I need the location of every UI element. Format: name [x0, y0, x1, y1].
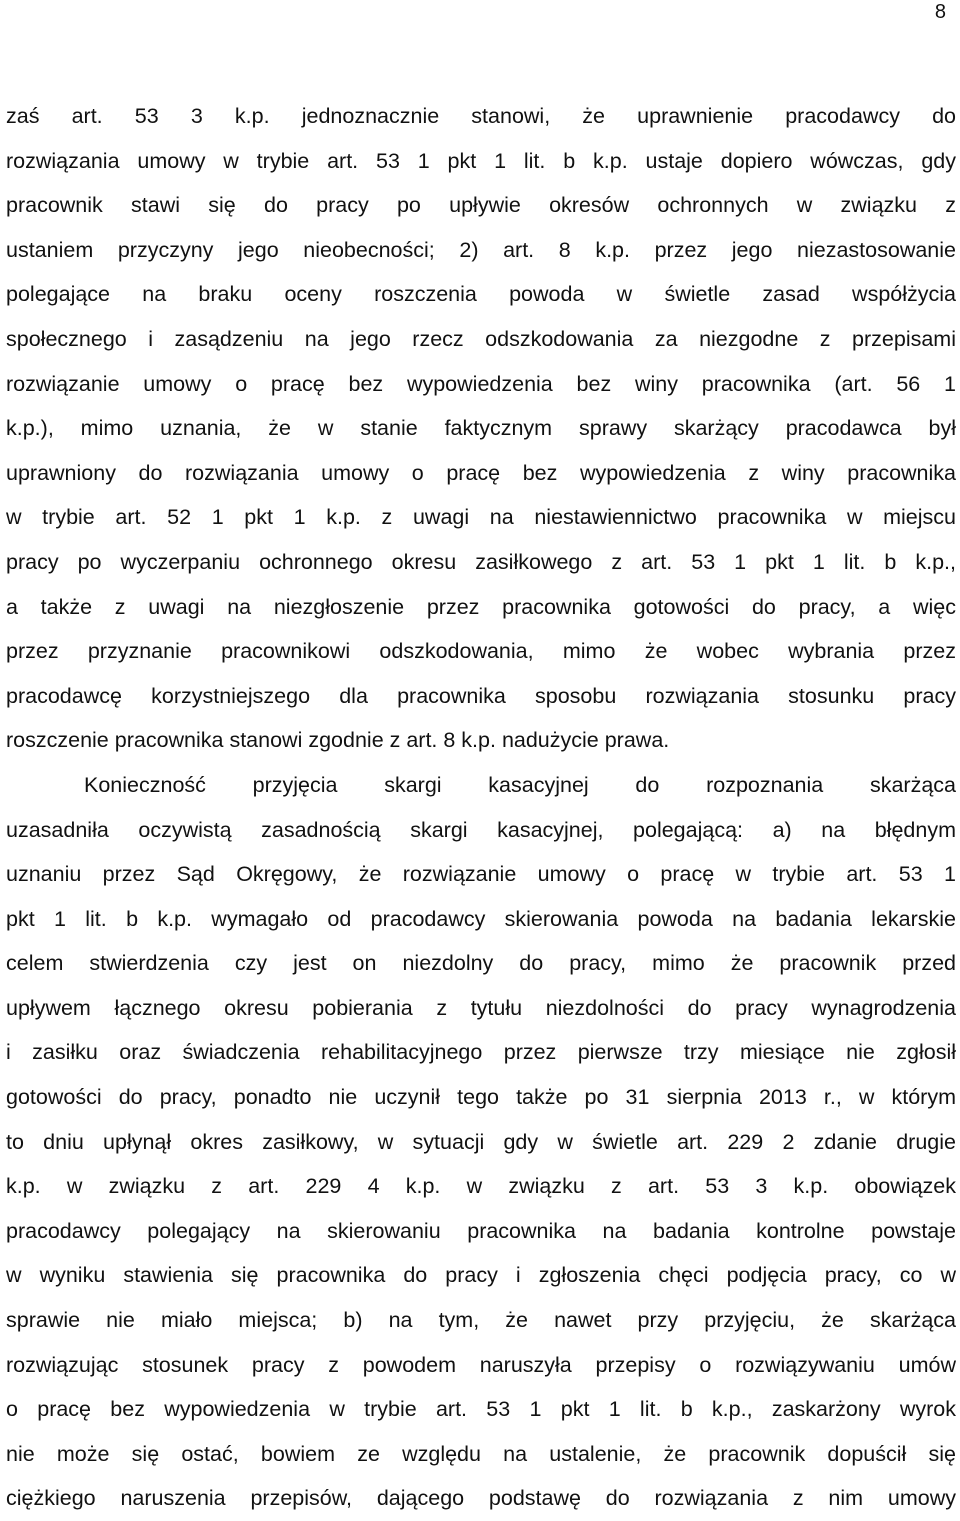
text-line: i zasiłku oraz świadczenia rehabilitacyjnego przez pierwsze trzy miesiące nie zgłosił — [6, 1040, 956, 1065]
text-line: k.p.), mimo uznania, że w stanie faktycznym sprawy skarżący pracodawca był — [6, 416, 956, 441]
text-line: społecznego i zasądzeniu na jego rzecz odszkodowania za niezgodne z przepisami — [6, 326, 956, 351]
text-line: uznaniu przez Sąd Okręgowy, że rozwiązanie umowy o pracę w trybie art. 53 1 — [6, 862, 956, 887]
text-line: ciężkiego naruszenia przepisów, dającego podstawę do rozwiązania z nim umowy — [6, 1486, 956, 1511]
text-line: pracownik stawi się do pracy po upływie okresów ochronnych w związku z — [6, 193, 956, 218]
text-line: pracodawcę korzystniejszego dla pracownika sposobu rozwiązania stosunku pracy — [6, 683, 956, 708]
text-line: k.p. w związku z art. 229 4 k.p. w związku z art. 53 3 k.p. obowiązek — [6, 1174, 956, 1199]
text-line: pkt 1 lit. b k.p. wymagało od pracodawcy skierowania powoda na badania lekarskie — [6, 906, 956, 931]
text-line: Konieczność przyjęcia skargi kasacyjnej do rozpoznania skarżąca — [84, 772, 956, 797]
text-line: celem stwierdzenia czy jest on niezdolny do pracy, mimo że pracownik przed — [6, 951, 956, 976]
text-line: a także z uwagi na niezgłoszenie przez pracownika gotowości do pracy, a więc — [6, 594, 956, 619]
text-line: w wyniku stawienia się pracownika do pracy i zgłoszenia chęci podjęcia pracy, co w — [6, 1263, 956, 1288]
text-line: gotowości do pracy, ponadto nie uczynił tego także po 31 sierpnia 2013 r., w którym — [6, 1085, 956, 1110]
text-line: uzasadniła oczywistą zasadnością skargi kasacyjnej, polegającą: a) na błędnym — [6, 817, 956, 842]
text-line: uprawniony do rozwiązania umowy o pracę bez wypowiedzenia z winy pracownika — [6, 460, 956, 485]
text-line: pracy po wyczerpaniu ochronnego okresu zasiłkowego z art. 53 1 pkt 1 lit. b k.p., — [6, 549, 956, 574]
text-line: polegające na braku oceny roszczenia powoda w świetle zasad współżycia — [6, 282, 956, 307]
text-line: o pracę bez wypowiedzenia w trybie art. 53 1 pkt 1 lit. b k.p., zaskarżony wyrok — [6, 1397, 956, 1422]
text-line: przez przyznanie pracownikowi odszkodowania, mimo że wobec wybrania przez — [6, 639, 956, 664]
text-line: pracodawcy polegający na skierowaniu pracownika na badania kontrolne powstaje — [6, 1218, 956, 1243]
text-line: roszczenie pracownika stanowi zgodnie z art. 8 k.p. nadużycie prawa. — [6, 728, 670, 753]
text-line: rozwiązując stosunek pracy z powodem naruszyła przepisy o rozwiązywaniu umów — [6, 1352, 956, 1377]
text-line: zaś art. 53 3 k.p. jednoznacznie stanowi, że uprawnienie pracodawcy do — [6, 104, 956, 128]
page-number: 8 — [934, 1, 946, 23]
text-line: w trybie art. 52 1 pkt 1 k.p. z uwagi na niestawiennictwo pracownika w miejscu — [6, 505, 956, 530]
text-line: nie może się ostać, bowiem ze względu na ustalenie, że pracownik dopuścił się — [6, 1441, 956, 1466]
text-line: ustaniem przyczyny jego nieobecności; 2) art. 8 k.p. przez jego niezastosowanie — [6, 237, 956, 262]
text-line: to dniu upłynął okres zasiłkowy, w sytuacji gdy w świetle art. 229 2 zdanie drugie — [6, 1129, 956, 1154]
text-line: rozwiązanie umowy o pracę bez wypowiedzenia bez winy pracownika (art. 56 1 — [6, 371, 956, 396]
body-text — [6, 94, 956, 1521]
text-line: rozwiązania umowy w trybie art. 53 1 pkt 1 lit. b k.p. ustaje dopiero wówczas, gdy — [6, 148, 956, 173]
text-line: sprawie nie miało miejsca; b) na tym, że nawet przy przyjęciu, że skarżąca — [6, 1308, 956, 1333]
text-line: upływem łącznego okresu pobierania z tytułu niezdolności do pracy wynagrodzenia — [6, 995, 956, 1020]
